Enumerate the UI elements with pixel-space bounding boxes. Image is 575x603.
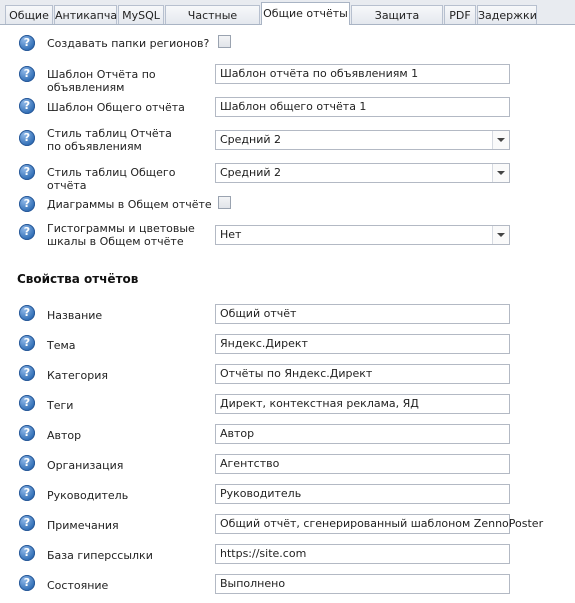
ads-table-style-label: Стиль таблиц Отчёта по объявлениям xyxy=(47,127,172,153)
tab-bar xyxy=(0,0,575,25)
property-input-hyperlink-base[interactable]: https://site.com xyxy=(215,544,510,564)
help-question-icon[interactable]: ? xyxy=(19,365,35,381)
property-label-organization: Организация xyxy=(47,459,124,472)
general-report-template-input[interactable]: Шаблон общего отчёта 1 xyxy=(215,97,510,117)
general-report-template-label: Шаблон Общего отчёта xyxy=(47,101,185,114)
property-label-status: Состояние xyxy=(47,579,109,592)
help-question-icon[interactable]: ? xyxy=(19,164,35,180)
charts-in-general-label: Диаграммы в Общем отчёте xyxy=(47,198,212,211)
chevron-down-icon[interactable] xyxy=(492,164,509,182)
histograms-label: Гистограммы и цветовые шкалы в Общем отчёте xyxy=(47,222,195,248)
help-question-icon[interactable]: ? xyxy=(19,515,35,531)
help-question-icon[interactable]: ? xyxy=(19,395,35,411)
property-label-subject: Тема xyxy=(47,339,76,352)
help-question-icon[interactable]: ? xyxy=(19,425,35,441)
help-question-icon[interactable]: ? xyxy=(19,35,35,51)
general-table-style-label: Стиль таблиц Общего отчёта xyxy=(47,166,176,192)
help-question-icon[interactable]: ? xyxy=(19,66,35,82)
property-input-tags[interactable]: Директ, контекстная реклама, ЯД xyxy=(215,394,510,414)
property-input-manager[interactable]: Руководитель xyxy=(215,484,510,504)
property-input-organization[interactable]: Агентство xyxy=(215,454,510,474)
tab-general[interactable]: Общие xyxy=(5,5,53,24)
help-question-icon[interactable]: ? xyxy=(19,455,35,471)
chevron-down-icon[interactable] xyxy=(492,131,509,149)
help-question-icon[interactable]: ? xyxy=(19,545,35,561)
property-input-status[interactable]: Выполнено xyxy=(215,574,510,594)
help-question-icon[interactable]: ? xyxy=(19,224,35,240)
create-region-folders-label: Создавать папки регионов? xyxy=(47,37,210,50)
property-label-hyperlink-base: База гиперссылки xyxy=(47,549,153,562)
tab-general-reports[interactable]: Общие отчёты xyxy=(261,2,350,25)
property-label-category: Категория xyxy=(47,369,108,382)
tab-private-reports[interactable]: Частные xyxy=(165,5,260,24)
chevron-down-icon[interactable] xyxy=(492,226,509,244)
tab-mysql[interactable]: MySQL xyxy=(118,5,164,24)
tab-pdf[interactable]: PDF xyxy=(444,5,476,24)
property-label-name: Название xyxy=(47,309,103,322)
general-table-style-value: Средний 2 xyxy=(220,166,282,179)
ads-table-style-select[interactable] xyxy=(215,130,510,150)
property-input-category[interactable]: Отчёты по Яндекс.Директ xyxy=(215,364,510,384)
property-label-notes: Примечания xyxy=(47,519,119,532)
help-question-icon[interactable]: ? xyxy=(19,98,35,114)
property-input-subject[interactable]: Яндекс.Директ xyxy=(215,334,510,354)
property-label-tags: Теги xyxy=(47,399,74,412)
create-region-folders-checkbox[interactable] xyxy=(218,35,231,48)
property-label-author: Автор xyxy=(47,429,82,442)
ads-report-template-label: Шаблон Отчёта по объявлениям xyxy=(47,68,156,94)
property-input-author[interactable]: Автор xyxy=(215,424,510,444)
help-question-icon[interactable]: ? xyxy=(19,575,35,591)
property-input-notes[interactable]: Общий отчёт, сгенерированный шаблоном ZennoPoster xyxy=(215,514,510,534)
help-question-icon[interactable]: ? xyxy=(19,335,35,351)
charts-in-general-checkbox[interactable] xyxy=(218,196,231,209)
general-table-style-select[interactable] xyxy=(215,163,510,183)
help-question-icon[interactable]: ? xyxy=(19,305,35,321)
help-question-icon[interactable]: ? xyxy=(19,130,35,146)
ads-report-template-input[interactable]: Шаблон отчёта по объявлениям 1 xyxy=(215,64,510,84)
property-input-name[interactable]: Общий отчёт xyxy=(215,304,510,324)
tab-reports-protection[interactable]: Защита xyxy=(351,5,443,24)
tab-delays[interactable]: Задержки xyxy=(477,5,537,24)
ads-table-style-value: Средний 2 xyxy=(220,133,282,146)
histograms-value: Нет xyxy=(220,228,242,241)
tab-anticaptcha[interactable]: Антикапча xyxy=(54,5,117,24)
section-title: Свойства отчётов xyxy=(17,272,139,286)
help-question-icon[interactable]: ? xyxy=(19,196,35,212)
help-question-icon[interactable]: ? xyxy=(19,485,35,501)
property-label-manager: Руководитель xyxy=(47,489,129,502)
histograms-select[interactable] xyxy=(215,225,510,245)
